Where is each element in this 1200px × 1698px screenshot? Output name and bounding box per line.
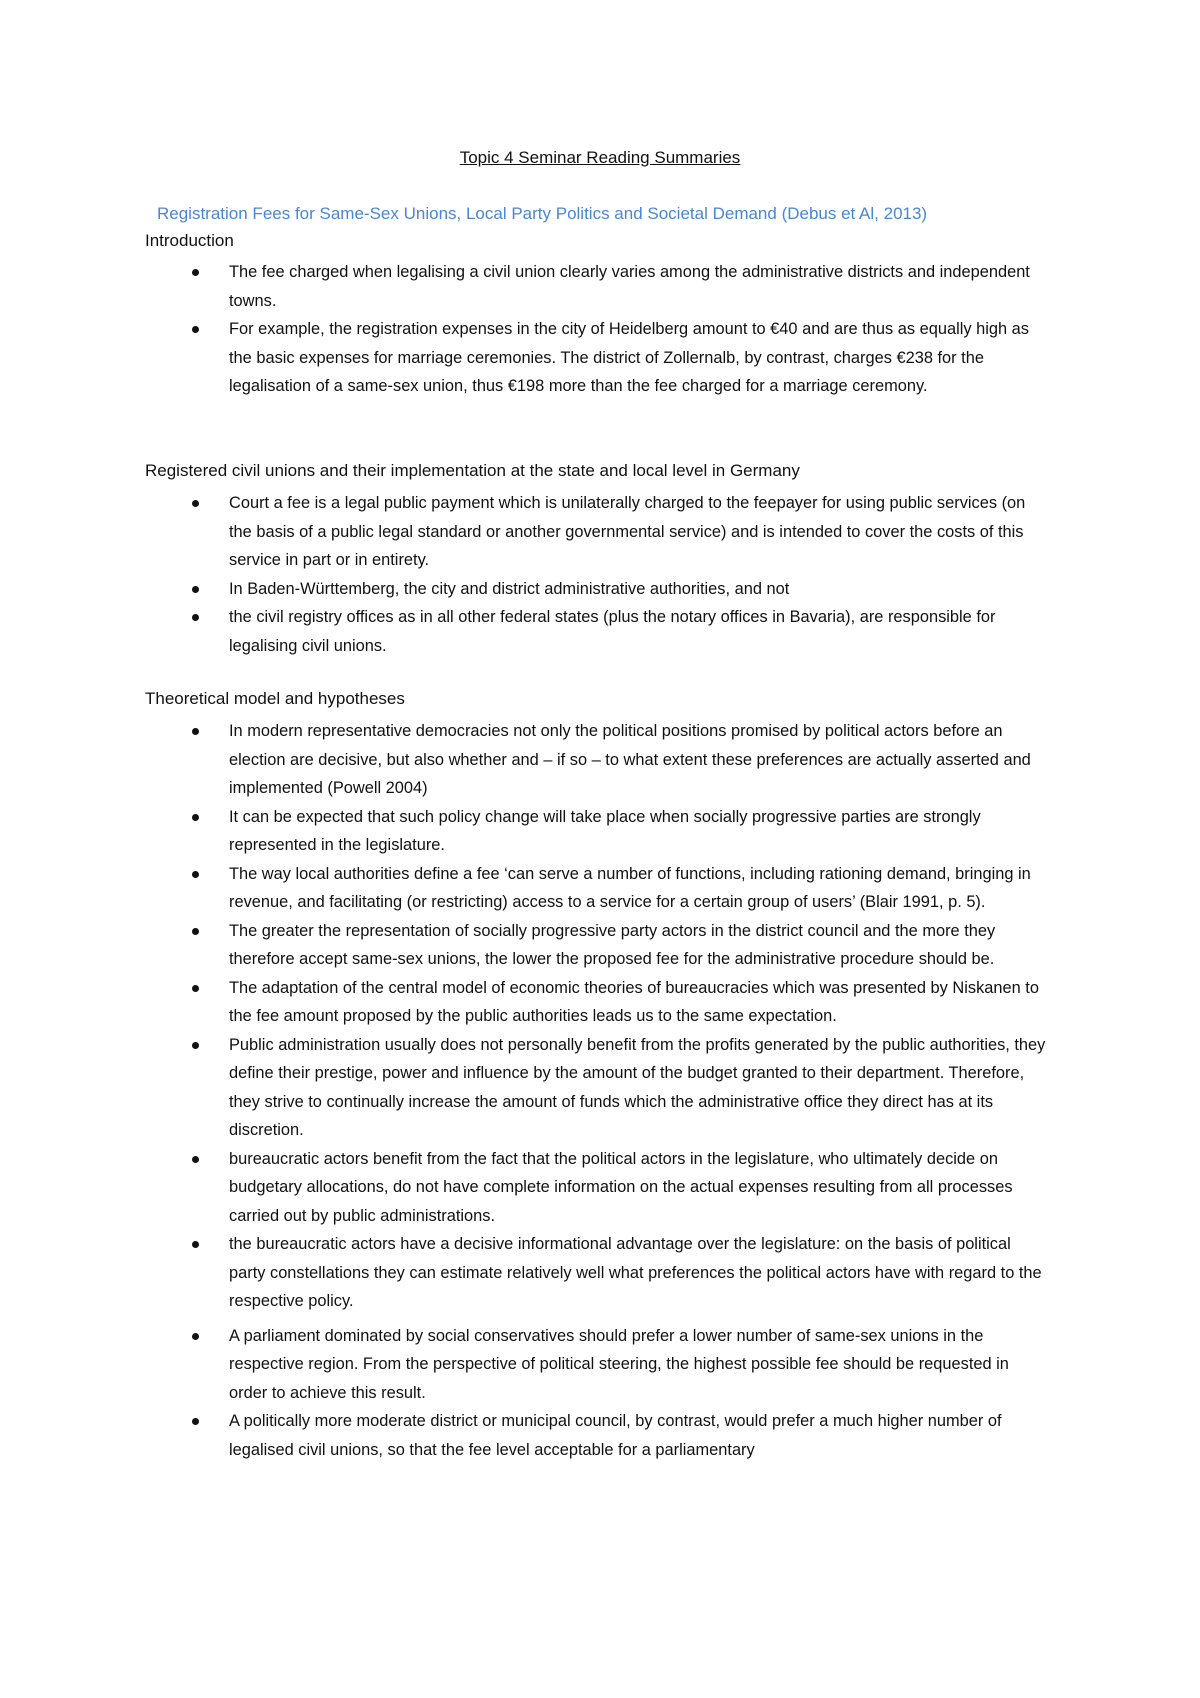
list-item: [0, 803, 1049, 860]
list-item-text: In Baden-Württemberg, the city and district administrative authorities, and not: [229, 579, 790, 598]
list-item-text: The adaptation of the central model of economic theories of bureaucracies which was presented by Niskanen to the fee amount proposed by the public authorities leads us to the same expectation.: [229, 978, 1039, 1025]
bullet-icon: [192, 1241, 199, 1248]
reading-heading: Registration Fees for Same-Sex Unions, Local Party Politics and Societal Demand (Debus et Al, 2013): [157, 204, 928, 223]
bullet-list-introduction: [0, 258, 1200, 401]
page-title: Topic 4 Seminar Reading Summaries: [459, 148, 741, 167]
bullet-icon: [192, 614, 199, 621]
bullet-icon: [192, 1042, 199, 1049]
list-item-text: The greater the representation of socially progressive party actors in the district council and the more they therefore accept same-sex unions, the lower the proposed fee for the administrative procedure should be.: [229, 921, 996, 968]
bullet-list-implementation: [0, 489, 1200, 660]
list-item: [0, 974, 1049, 1031]
bullet-icon: [192, 814, 199, 821]
list-item: [0, 258, 1049, 315]
list-item: [0, 315, 1049, 401]
list-item-text: the bureaucratic actors have a decisive informational advantage over the legislature: on the basis of political party constellations they can estimate relatively well what preferences the political actors have with regard to the respective policy.: [229, 1235, 1042, 1310]
list-item: [0, 1407, 1049, 1464]
list-item-text: the civil registry offices as in all other federal states (plus the notary offices in Bavaria), are responsible for legalising civil unions.: [229, 608, 996, 655]
bullet-icon: [192, 728, 199, 735]
bullet-icon: [192, 500, 199, 507]
bullet-icon: [192, 1333, 199, 1340]
bullet-icon: [192, 985, 199, 992]
section-heading-introduction: Introduction: [145, 231, 234, 250]
bullet-icon: [192, 1418, 199, 1425]
list-item-text: Court a fee is a legal public payment which is unilaterally charged to the feepayer for using public services (on the basis of a public legal standard or another governmental service) and is intended to cover the costs of this service in part or in entirety.: [229, 494, 1026, 569]
list-item-text: A politically more moderate district or municipal council, by contrast, would prefer a much higher number of legalised civil unions, so that the fee level acceptable for a parliamentary: [229, 1412, 1002, 1459]
bullet-list-theoretical-model: [0, 717, 1200, 1464]
bullet-icon: [192, 269, 199, 276]
list-item: [0, 860, 1049, 917]
list-item: [0, 1145, 1049, 1231]
bullet-icon: [192, 928, 199, 935]
list-item: [0, 1230, 1049, 1316]
list-item-text: It can be expected that such policy change will take place when socially progressive parties are strongly represented in the legislature.: [229, 807, 981, 854]
bullet-icon: [192, 871, 199, 878]
bullet-icon: [192, 326, 199, 333]
section-heading-theoretical-model: Theoretical model and hypotheses: [145, 689, 405, 708]
list-item: [0, 917, 1049, 974]
list-item-text: For example, the registration expenses in the city of Heidelberg amount to €40 and are thus as equally high as the basic expenses for marriage ceremonies. The district of Zollernalb, by contrast, charges €238 for the legalisation of a same-sex union, thus €198 more than the fee charged for a marriage ceremony.: [229, 320, 1029, 395]
list-item-text: In modern representative democracies not only the political positions promised by political actors before an election are decisive, but also whether and – if so – to what extent these preferences are actually asserted and implemented (Powell 2004): [229, 722, 1031, 797]
list-item: [0, 489, 1049, 575]
list-item: [0, 603, 1049, 660]
list-item-text: A parliament dominated by social conservatives should prefer a lower number of same-sex unions in the respective region. From the perspective of political steering, the highest possible fee should be requested in order to achieve this result.: [229, 1326, 1009, 1402]
list-item: [0, 1322, 1049, 1408]
bullet-icon: [192, 586, 199, 593]
bullet-icon: [192, 1156, 199, 1163]
list-item: [0, 575, 1049, 604]
list-item: [0, 1031, 1049, 1145]
list-item-text: The fee charged when legalising a civil union clearly varies among the administrative districts and independent towns.: [229, 263, 1030, 310]
list-item-text: The way local authorities define a fee ‘can serve a number of functions, including rationing demand, bringing in revenue, and facilitating (or restricting) access to a service for a certain group of users’ (Blair 1991, p. 5).: [229, 864, 1031, 911]
section-heading-implementation: Registered civil unions and their implementation at the state and local level in Germany: [145, 461, 800, 480]
list-item: [0, 717, 1049, 803]
list-item-text: Public administration usually does not personally benefit from the profits generated by the public authorities, they define their prestige, power and influence by the amount of the budget granted to their department. Therefore, they strive to continually increase the amount of funds which the administrative office they direct has at its discretion.: [229, 1035, 1046, 1139]
list-item-text: bureaucratic actors benefit from the fact that the political actors in the legislature, who ultimately decide on budgetary allocations, do not have complete information on the actual expenses resulting from all processes carried out by public administrations.: [229, 1149, 1013, 1225]
